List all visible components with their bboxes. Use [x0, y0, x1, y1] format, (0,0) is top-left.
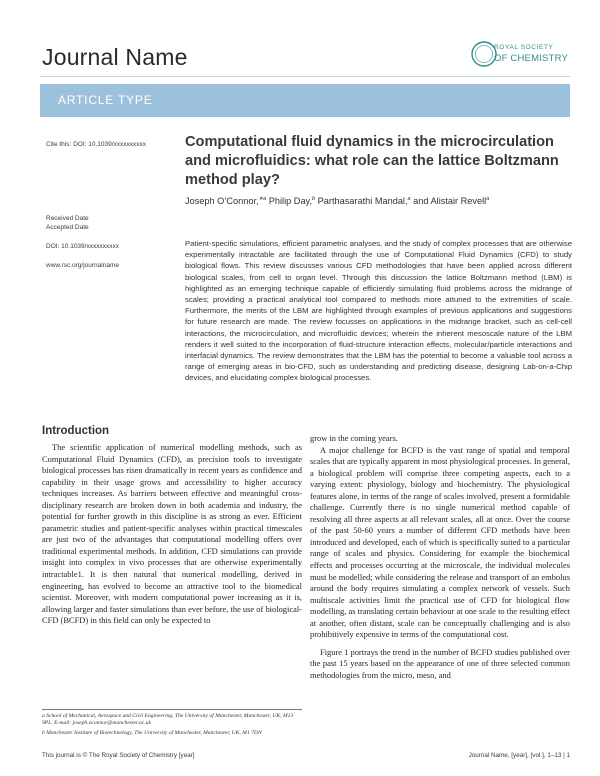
body-column-left [42, 442, 302, 627]
logo-text-line2: OF CHEMISTRY [494, 53, 569, 64]
journal-url[interactable]: www.rsc.org/journalname [46, 262, 119, 269]
author-list [185, 196, 585, 206]
affiliation-footnotes [42, 713, 304, 739]
cite-this: Cite this: DOI: 10.1039/xxxxxxxxxx [46, 141, 147, 148]
author: Joseph O’Connor,$^{∗a}$ [185, 196, 267, 207]
author: Parthasarathi Mandal,$^a$ [317, 196, 411, 207]
article-type-label: ARTICLE TYPE [58, 93, 153, 107]
author: Philip Day,$^b$ [268, 196, 316, 207]
body-column-right [310, 433, 570, 681]
paragraph: The scientific application of numerical modelling methods, such as Computational Fluid Dynamics (CFD), as precision tools to investigate biological processes has risen dramatically in recent years as confidence and capability in their usage grows and accessibility to higher accuracy techniques increases. As barriers between effective and meaningful cross-disciplinary research are broken down in both academia and industry, the potential for further growth in this discipline is as strong as ever. Efficient parametric studies and patient-specific analyses within practical timescales are just two of the advantages that computational modelling offers over traditional experimental methods. In addition, CFD simulations can provide insight into complex in vivo processes that are otherwise experimentally intractable1. It is then natural that numerical modelling, derived in engineering, has evolved to become an attractive tool to the biomedical scientist. Moreover, with modern computational power increasing as it is, allowing larger and faster simulations than ever before, the use of biological-CFD (BCFD) in this field can only be expected to [42, 442, 302, 626]
abstract: Patient-specific simulations, efficient parametric analyses, and the study of complex processes that are otherwise experimentally intractable are facilitated through the use of Computational Fluid Dynamics (CFD) to study biological flows. This review discusses various CFD methodologies that have been applied across different biological scales, from cell to organ level. Through this discussion the lattice Boltzmann method (LBM) is highlighted as an emerging technique capable of efficiently simulating fluid problems across the midrange of scales; providing a practical analytical tool compared to methods more attuned to the extremities of scale. Furthermore, the merits of the LBM are highlighted through examples of previous applications and suggestions for future research are made. The review focusses on applications in the midrange bracket, such as cell-cell interactions, the microcirculation, and microfluidic devices; wherein the inherent mesoscale nature of the LBM renders it well suited to the incorporation of fluid-structure interaction effects, molecular/particle interactions and interfacial dynamics. The review demonstrates that the LBM has the potential to become a valuable tool across a range of emerging areas in bio-CFD, such as understanding and predicting disease, designing Lab-on-a-Chip devices, and elucidating complex biological processes. [185, 239, 572, 383]
footnote: b Manchester Institute of Biotechnology, The University of Manchester, Manchester, UK, M1 7DN [42, 729, 262, 736]
paragraph: A major challenge for BCFD is the vast range of spatial and temporal scales that are typically apparent in most physiological processes. In general, a biological problem will comprise three competing aspects, each to a varying extent: physiology, biology and biochemistry. The physiological features alone, in terms of the range of scales involved, present a formidable challenge. Currently there is no single numerical method capable of resolving all three aspects at all relevant scales, all at once. Over the course of the past 50-60 years a number of different CFD methods have been introduced and developed, each of which is specifically suited to a particular range of scales and physics. Considering for example the biochemical effects and processes occurring at the microscale, the individual molecules must be modelled; while considering the release and transport of an embolus around the body requires simulating a complex network of vessels. Such multiscale activities limit the practical use of CFD for biological flow modelling, as translating certain behaviour at one scale to the resulting effect at another, often distant, scale can be conceptually challenging and is also prohibitively expensive in terms of the computational cost. [310, 444, 570, 640]
author: and Alistair Revell$^a$ [413, 196, 490, 207]
logo-text-line1: ROYAL SOCIETY [494, 44, 554, 51]
article-type-banner [40, 84, 570, 117]
doi[interactable]: DOI: 10.1039/xxxxxxxxxx [46, 243, 119, 250]
footer-copyright: This journal is © The Royal Society of Chemistry [year] [42, 752, 195, 759]
received-date: Received Date [46, 215, 89, 222]
paragraph: Figure 1 portrays the trend in the number of BCFD studies published over the past 15 years based on the appearance of one of three selected common methodologies from the micro, meso, and [310, 646, 570, 680]
accepted-date: Accepted Date [46, 224, 89, 231]
section-heading-introduction: Introduction [42, 425, 110, 437]
rsc-logo [470, 40, 570, 74]
header-rule [40, 76, 570, 77]
article-title: Computational fluid dynamics in the microcirculation and microfluidics: what role can the lattice Boltzmann method play? [185, 134, 559, 188]
paragraph: grow in the coming years. [310, 433, 398, 443]
footnote-rule [42, 709, 302, 710]
footnote: a School of Mechanical, Aerospace and Civil Engineering, The University of Manchester, Manchester, UK, M13 9PL. E-mail: joseph.oconnor@manchester.ac.uk [42, 713, 294, 727]
footer-citation: Journal Name, [year], [vol.], 1–13 | 1 [468, 752, 570, 759]
journal-name: Journal Name [42, 44, 188, 70]
